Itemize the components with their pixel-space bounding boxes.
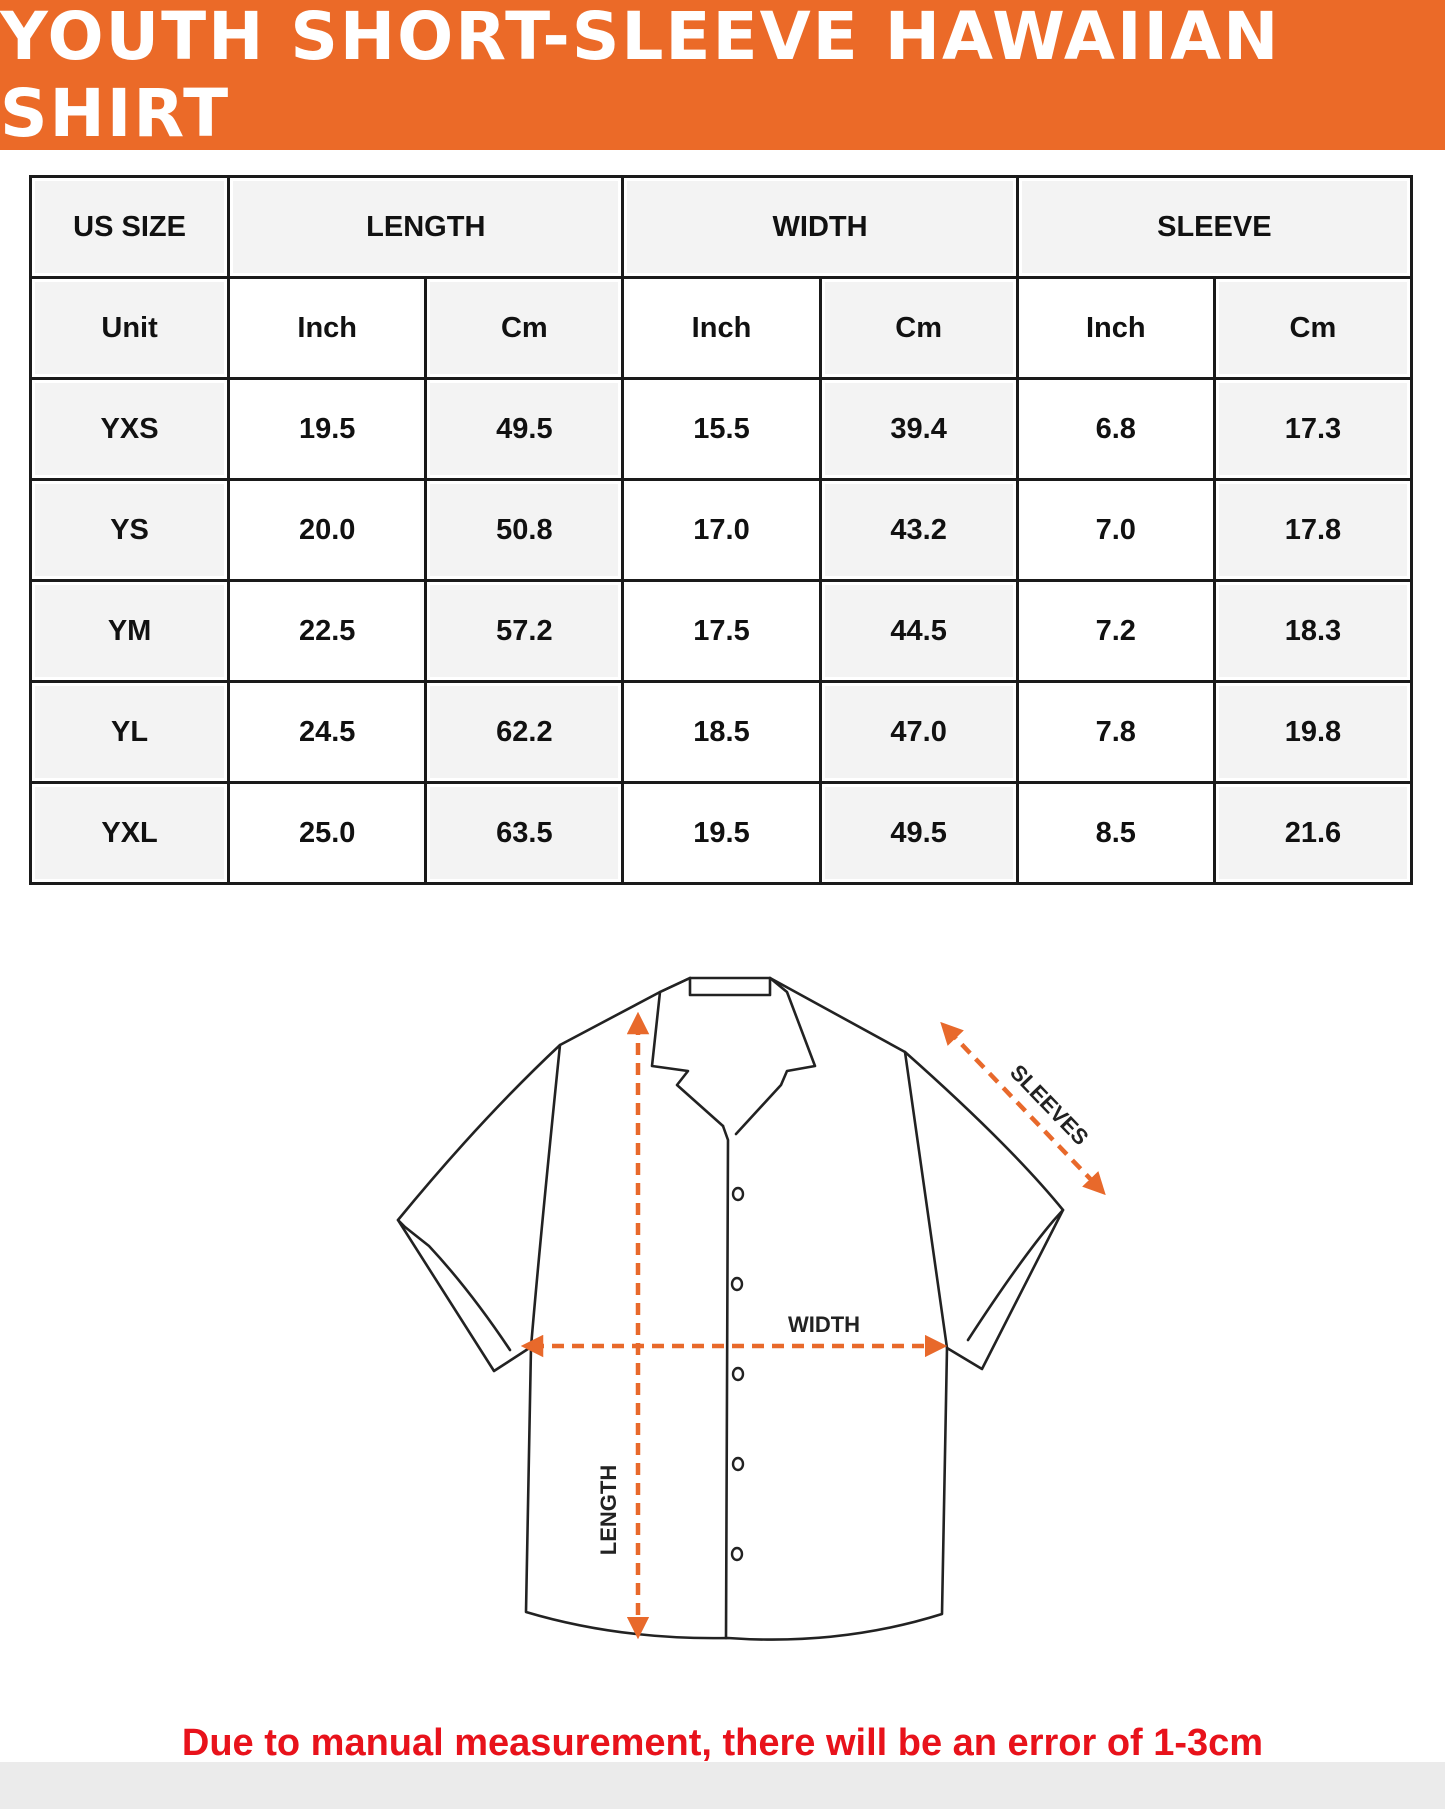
value-cell: 18.3 bbox=[1214, 581, 1411, 682]
unit-cell: Inch bbox=[623, 278, 820, 379]
buttons bbox=[732, 1188, 743, 1560]
header-length: LENGTH bbox=[229, 177, 623, 278]
placket-line bbox=[723, 1126, 728, 1638]
value-cell: 47.0 bbox=[820, 682, 1017, 783]
collar-band bbox=[690, 978, 770, 995]
value-cell: 57.2 bbox=[426, 581, 623, 682]
table-row bbox=[31, 379, 1412, 480]
sleeve-cuff-right bbox=[968, 1210, 1063, 1340]
value-cell: 7.0 bbox=[1017, 480, 1214, 581]
value-cell: 39.4 bbox=[820, 379, 1017, 480]
title-banner bbox=[0, 0, 1445, 150]
value-cell: 18.5 bbox=[623, 682, 820, 783]
size-cell: YS bbox=[31, 480, 229, 581]
length-label: LENGTH bbox=[596, 1464, 621, 1556]
size-cell: YXS bbox=[31, 379, 229, 480]
value-cell: 6.8 bbox=[1017, 379, 1214, 480]
value-cell: 19.8 bbox=[1214, 682, 1411, 783]
sleeve-cuff-left bbox=[398, 1220, 510, 1350]
shirt-diagram bbox=[380, 960, 1120, 1660]
group-header-row bbox=[31, 177, 1412, 278]
unit-cell: Cm bbox=[820, 278, 1017, 379]
value-cell: 7.8 bbox=[1017, 682, 1214, 783]
header-us-size: US SIZE bbox=[31, 177, 229, 278]
unit-cell: Inch bbox=[1017, 278, 1214, 379]
unit-cell: Cm bbox=[426, 278, 623, 379]
value-cell: 50.8 bbox=[426, 480, 623, 581]
value-cell: 19.5 bbox=[623, 783, 820, 884]
button-icon bbox=[733, 1458, 743, 1470]
header-sleeve: SLEEVE bbox=[1017, 177, 1411, 278]
unit-label: Unit bbox=[31, 278, 229, 379]
value-cell: 19.5 bbox=[229, 379, 426, 480]
button-icon bbox=[733, 1368, 743, 1380]
collar-left bbox=[652, 978, 723, 1126]
shoulder-seam-left bbox=[531, 1045, 560, 1347]
measurement-note: Due to manual measurement, there will be an error of 1-3cm bbox=[181, 1722, 1264, 1764]
table-row bbox=[31, 783, 1412, 884]
width-label: WIDTH bbox=[787, 1312, 861, 1337]
size-cell: YM bbox=[31, 581, 229, 682]
value-cell: 21.6 bbox=[1214, 783, 1411, 884]
footer-strip bbox=[0, 1762, 1445, 1809]
unit-cell: Cm bbox=[1214, 278, 1411, 379]
sleeve-label: SLEEVES bbox=[1005, 1059, 1094, 1150]
value-cell: 17.5 bbox=[623, 581, 820, 682]
value-cell: 62.2 bbox=[426, 682, 623, 783]
unit-row bbox=[31, 278, 1412, 379]
table-row bbox=[31, 480, 1412, 581]
value-cell: 15.5 bbox=[623, 379, 820, 480]
table-row bbox=[31, 581, 1412, 682]
value-cell: 63.5 bbox=[426, 783, 623, 884]
value-cell: 22.5 bbox=[229, 581, 426, 682]
page-title: YOUTH SHORT-SLEEVE HAWAIIAN SHIRT bbox=[0, 0, 1281, 152]
value-cell: 7.2 bbox=[1017, 581, 1214, 682]
value-cell: 44.5 bbox=[820, 581, 1017, 682]
collar-right bbox=[736, 978, 815, 1134]
button-icon bbox=[732, 1548, 742, 1560]
value-cell: 49.5 bbox=[426, 379, 623, 480]
value-cell: 17.0 bbox=[623, 480, 820, 581]
value-cell: 43.2 bbox=[820, 480, 1017, 581]
size-cell: YL bbox=[31, 682, 229, 783]
shoulder-seam-right bbox=[905, 1052, 947, 1348]
shirt-body-outline bbox=[398, 978, 1063, 1640]
header-width: WIDTH bbox=[623, 177, 1017, 278]
size-chart-table bbox=[29, 175, 1413, 885]
value-cell: 17.3 bbox=[1214, 379, 1411, 480]
table-row bbox=[31, 682, 1412, 783]
value-cell: 49.5 bbox=[820, 783, 1017, 884]
value-cell: 20.0 bbox=[229, 480, 426, 581]
value-cell: 8.5 bbox=[1017, 783, 1214, 884]
button-icon bbox=[733, 1188, 743, 1200]
size-cell: YXL bbox=[31, 783, 229, 884]
button-icon bbox=[732, 1278, 742, 1290]
value-cell: 24.5 bbox=[229, 682, 426, 783]
shirt-outline bbox=[398, 978, 1063, 1640]
value-cell: 25.0 bbox=[229, 783, 426, 884]
value-cell: 17.8 bbox=[1214, 480, 1411, 581]
unit-cell: Inch bbox=[229, 278, 426, 379]
